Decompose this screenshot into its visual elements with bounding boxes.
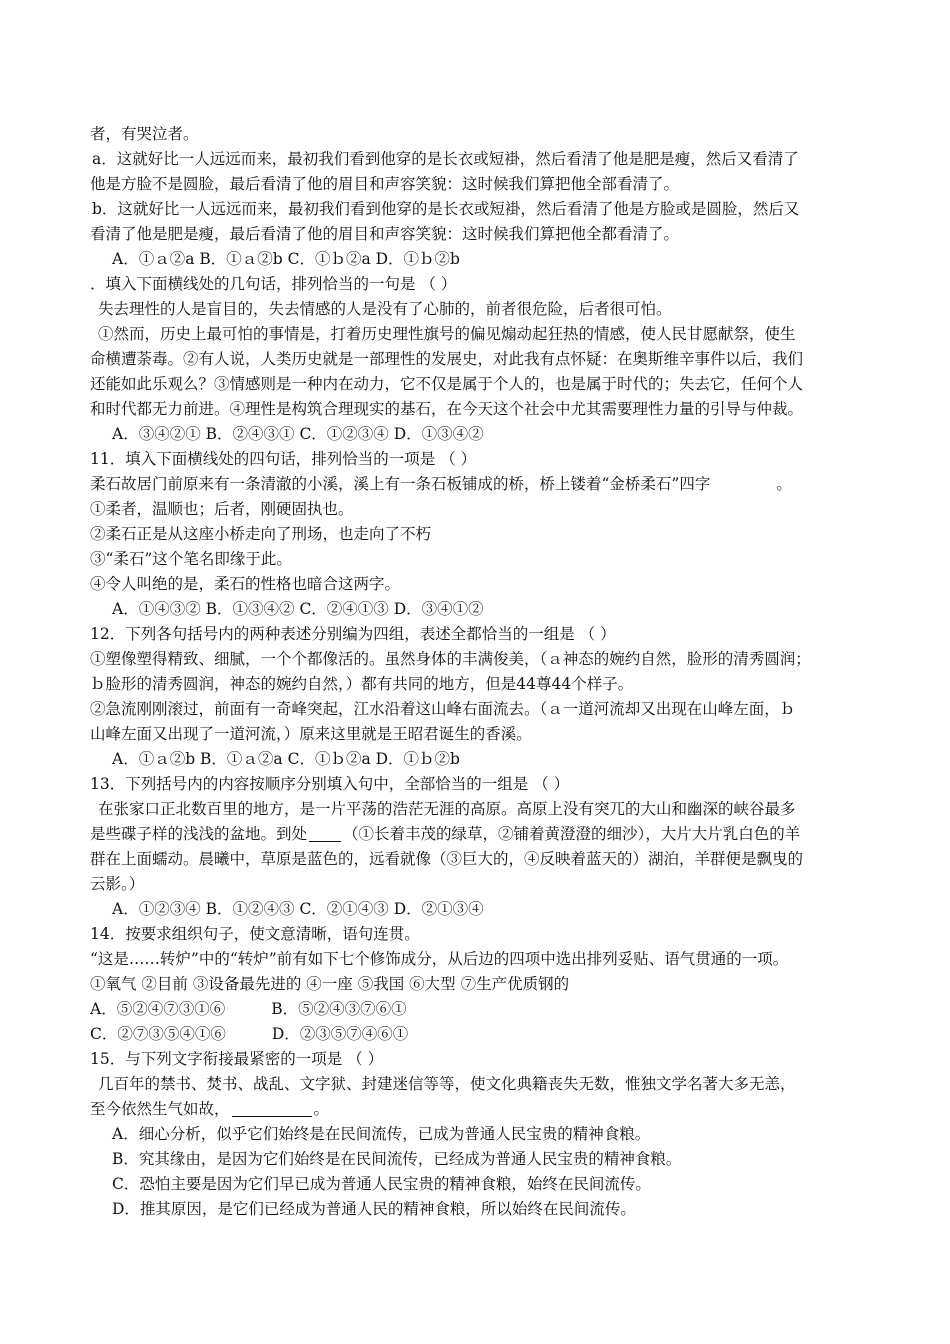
text-line: 山峰左面又出现了一道河流，）原来这里就是王昭君诞生的香溪。: [90, 725, 532, 743]
choice-d: D．②③⑤⑦④⑥①: [271, 1025, 409, 1043]
text-line: [90, 472, 890, 497]
text-line: 还能如此乐观么？③情感则是一种内在动力，它不仅是属于个人的，也是属于时代的；失去它，任何个人: [90, 375, 804, 393]
answer-choices: [90, 997, 890, 1022]
text-line: ①然而，历史上最可怕的事情是，打着历史理性旗号的偏见煽动起狂热的情感，使人民甘愿献祭，使生: [98, 325, 796, 343]
answer-choices: A．①④③② B．①③④② C．②④①③ D．③④①②: [112, 600, 484, 618]
text-segment: 。: [776, 475, 792, 493]
answer-choices: A．③④②① B．②④③① C．①②③④ D．①③④②: [112, 425, 484, 443]
blank-underline: [232, 1100, 312, 1117]
text-line: 几百年的禁书、焚书、战乱、文字狱、封建迷信等等，使文化典籍丧失无数，惟独文学名著大多无恙，: [98, 1075, 796, 1093]
text-line: 命横遭荼毒。②有人说，人类历史就是一部理性的发展史，对此我有点怀疑：在奥斯维辛事件以后，我们: [90, 350, 804, 368]
blank-underline: [309, 825, 341, 842]
text-segment: 。: [313, 1100, 330, 1118]
question-14: 14．按要求组织句子，使文意清晰，语句连贯。: [90, 925, 420, 943]
text-line: 看清了他是肥是瘦，最后看清了他的眉目和声容笑貌：这时候我们算把他全都看清了。: [90, 225, 680, 243]
text-line: 者，有哭泣者。: [90, 125, 199, 143]
text-segment: （①长着丰茂的绿草，②铺着黄澄澄的细沙），大片大片乳白色的羊: [343, 825, 801, 843]
choice-a: A．⑤②④⑦③①⑥: [90, 1000, 226, 1018]
text-segment: 柔石故居门前原来有一条清澈的小溪，溪上有一条石板铺成的桥，桥上镂着“金桥柔石”四字: [90, 475, 711, 493]
answer-choices: A．①ａ②a B．①ａ②b C．①ｂ②a D．①ｂ②b: [112, 250, 460, 268]
text-line: ④令人叫绝的是，柔石的性格也暗合这两字。: [90, 575, 401, 593]
option-b-line: b．这就好比一人远远而来，最初我们看到他穿的是长衣或短褂，然后看清了他是方脸或是圆脸，然后又: [92, 200, 800, 218]
text-line: ③“柔石”这个笔名即缘于此。: [90, 550, 292, 568]
question-10: ．填入下面横线处的几句话，排列恰当的一句是 （ ）: [90, 275, 457, 293]
question-11: 11．填入下面横线处的四句话，排列恰当的一项是 （ ）: [90, 450, 477, 468]
choice-b: B．⑤②④③⑦⑥①: [271, 1000, 407, 1018]
text-line: ①柔者，温顺也；后者，刚硬固执也。: [90, 500, 354, 518]
answer-choices: A．①ａ②b B．①ａ②a C．①ｂ②a D．①ｂ②b: [112, 750, 460, 768]
text-line: [90, 822, 890, 847]
question-12: 12．下列各句括号内的两种表述分别编为四组，表述全都恰当的一组是 （ ）: [90, 625, 616, 643]
text-segment: 至今依然生气如故，: [90, 1100, 230, 1118]
answer-choices: [90, 1022, 890, 1047]
choice-c: C．恐怕主要是因为它们早已成为普通人民宝贵的精神食粮，始终在民间流传。: [112, 1175, 651, 1193]
option-a-line: a．这就好比一人远远而来，最初我们看到他穿的是长衣或短褂，然后看清了他是肥是瘦，然后又看清了: [92, 150, 799, 168]
text-line: 他是方脸不是圆脸，最后看清了他的眉目和声容笑貌：这时候我们算把他全部看清了。: [90, 175, 680, 193]
text-line: 在张家口正北数百里的地方，是一片平荡的浩茫无涯的高原。高原上没有突兀的大山和幽深的峡谷最多: [98, 800, 796, 818]
text-line: ②急流刚刚滚过，前面有一奇峰突起，江水沿着这山峰右面流去。（ａ一道河流却又出现在山峰左面，ｂ: [90, 700, 796, 718]
text-line: ①塑像塑得精致、细腻，一个个都像活的。虽然身体的丰满俊美，（ａ神态的婉约自然，脸形的清秀圆润；: [90, 650, 811, 668]
text-line: ②柔石正是从这座小桥走向了刑场，也走向了不朽: [90, 525, 432, 543]
choice-b: B．究其缘由，是因为它们始终是在民间流传，已经成为普通人民宝贵的精神食粮。: [112, 1150, 682, 1168]
text-line: [90, 1097, 890, 1122]
text-line: 失去理性的人是盲目的，失去情感的人是没有了心肺的，前者很危险，后者很可怕。: [98, 300, 672, 318]
text-line: 和时代都无力前进。④理性是构筑合理现实的基石，在今天这个社会中尤其需要理性力量的引导与仲裁。: [90, 400, 804, 418]
question-13: 13．下列括号内的内容按顺序分别填入句中，全部恰当的一组是 （ ）: [90, 775, 570, 793]
text-line: “这是……转炉”中的“转炉”前有如下七个修饰成分，从后边的四项中选出排列妥贴、语气贯通的一项。: [90, 950, 789, 968]
choice-c: C．②⑦③⑤④①⑥: [90, 1025, 226, 1043]
question-15: 15．与下列文字衔接最紧密的一项是 （ ）: [90, 1050, 384, 1068]
choice-d: D．推其原因，是它们已经成为普通人民的精神食粮，所以始终在民间流传。: [112, 1200, 636, 1218]
answer-choices: A．①②③④ B．①②④③ C．②①④③ D．②①③④: [112, 900, 484, 918]
text-line: ①氧气 ②目前 ③设备最先进的 ④一座 ⑤我国 ⑥大型 ⑦生产优质钢的: [90, 975, 570, 993]
text-line: 云影。）: [90, 875, 145, 893]
text-line: ｂ脸形的清秀圆润，神态的婉约自然，）都有共同的地方，但是44尊44个样子。: [90, 675, 634, 693]
choice-a: A．细心分析，似乎它们始终是在民间流传，已成为普通人民宝贵的精神食粮。: [112, 1125, 651, 1143]
text-segment: 是些碟子样的浅浅的盆地。到处: [90, 825, 308, 843]
text-line: 群在上面蠕动。晨曦中，草原是蓝色的，远看就像（③巨大的，④反映着蓝天的）湖泊，羊群便是飘曳的: [90, 850, 804, 868]
